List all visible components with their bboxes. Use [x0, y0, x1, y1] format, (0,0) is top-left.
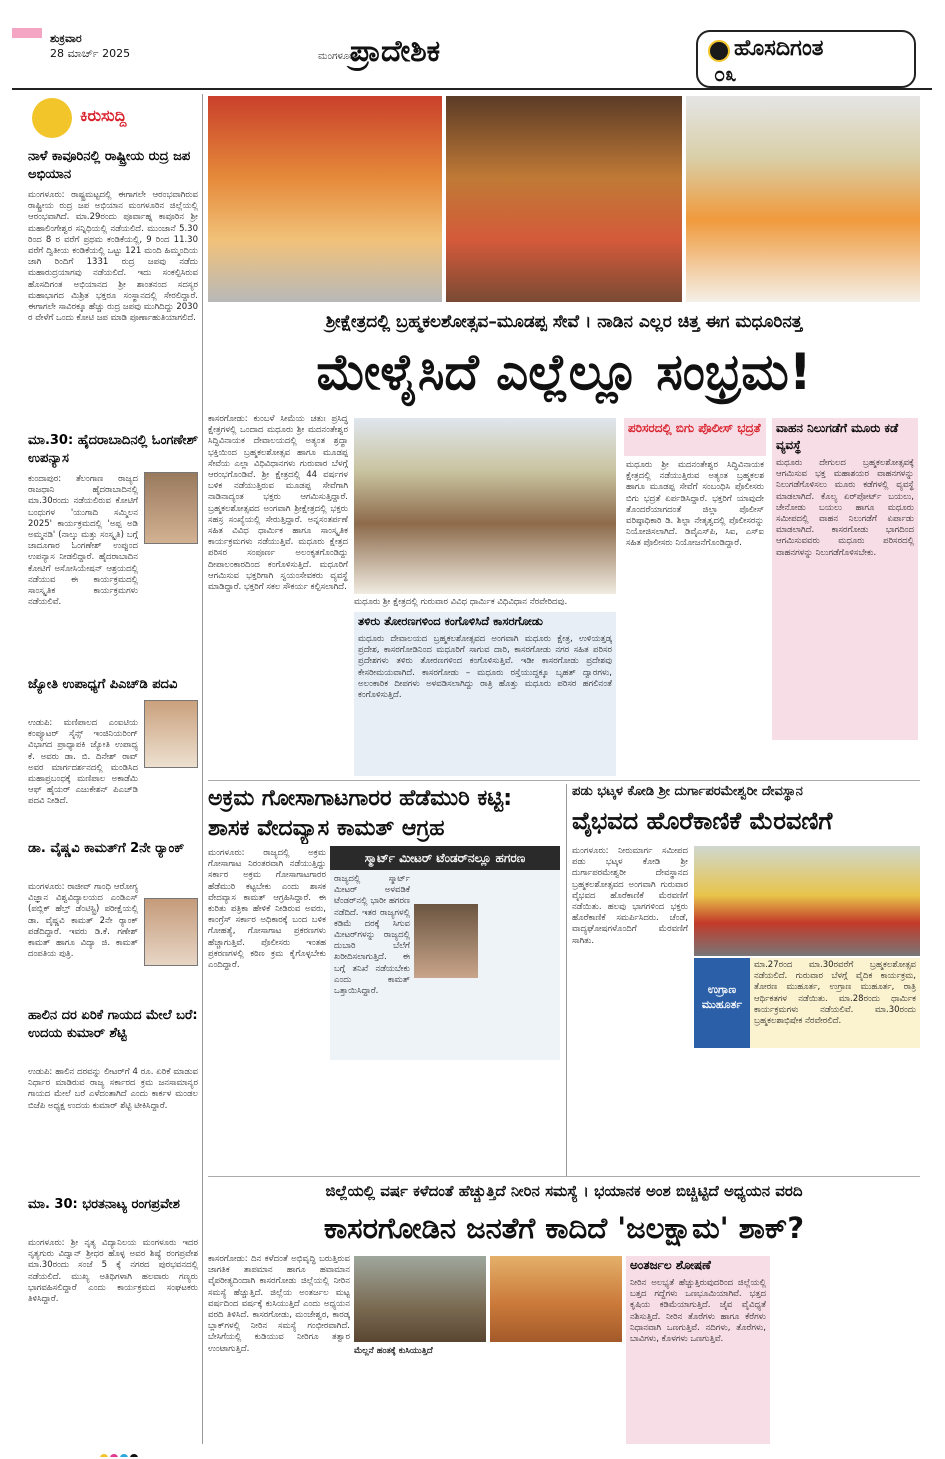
drought-photo-2 [490, 1256, 622, 1342]
lead-bottom-rule [208, 780, 920, 781]
lead-temple-photo [354, 418, 616, 594]
header [0, 0, 945, 90]
lead-kicker: ಶ್ರೀಕ್ಷೇತ್ರದಲ್ಲಿ ಬ್ರಹ್ಮಕಲಶೋತ್ಸವ–ಮೂಡಪ್ಪ ಸೇವೆ । ನಾಡಿನ ಎಲ್ಲರ ಚಿತ್ತ ಈಗ ಮಧೂರಿನತ್ತ [325, 312, 803, 332]
midright-kicker: ಪಡು ಭಟ್ಕಳ ಕೋಡಿ ಶ್ರೀ ದುರ್ಗಾಪರಮೇಶ್ವರೀ ದೇವಸ್ಥಾನ [572, 784, 803, 799]
color-strip [12, 28, 42, 38]
kiru-title-1: ನಾಳೆ ಕಾವೂರಿನಲ್ಲಿ ರಾಷ್ಟ್ರೀಯ ರುದ್ರ ಜಪ ಅಭಿಯಾನ [28, 149, 191, 182]
smartmeter-box [330, 846, 560, 1060]
hand-icon [32, 98, 72, 138]
kiru-title-4: ಡಾ. ವೈಷ್ಣವಿ ಕಾಮತ್‌ಗೆ 2ನೇ ರ‍್ಯಾಂಕ್ [28, 841, 185, 856]
parking-title: ವಾಹನ ನಿಲುಗಡೆಗೆ ಮೂರು ಕಡೆ ವ್ಯವಸ್ಥೆ [776, 421, 899, 452]
header-date: 28 ಮಾರ್ಚ್ 2025 [50, 47, 131, 60]
paper-logo [696, 30, 916, 88]
lead-headline: ಮೇಳೈಸಿದೆ ಎಲ್ಲೆಲ್ಲೂ ಸಂಭ್ರಮ! [316, 343, 812, 401]
kiru-title-6: ಮಾ. 30: ಭರತನಾಟ್ಯ ರಂಗಪ್ರವೇಶ [28, 1197, 180, 1212]
police-box [624, 418, 766, 778]
parking-body: ಮಧೂರು ದೇಗುಲದ ಬ್ರಹ್ಮಕಲಶೋತ್ಸವಕ್ಕೆ ಆಗಮಿಸುವ ಭಕ್ತ ಮಹಾಶಯರ ವಾಹನಗಳನ್ನು ನಿಲುಗಡೆಗೊಳಿಸಲು ಮೂರು ಕಡೆಗಳಲ್ಲಿ ವ್ಯವಸ್ಥೆ ಮಾಡಲಾಗಿದೆ. ಕೊಲ್ಯ ಏರ್‌ಪೋರ್ಟ್ ಬಯಲು, ಚೇನೋಡು ಬಯಲು ಹಾಗೂ ಮಧೂರು ಸಮೀಪದಲ್ಲಿ ವಾಹನ ನಿಲುಗಡೆಗೆ ಏರ್ಪಾಡು ಮಾಡಲಾಗಿದೆ. ಕಾಸರಗೋಡು ಭಾಗದಿಂದ ಆಗಮಿಸುವವರು ಮಧೂರು ಪರಿಸರದಲ್ಲಿ ವಾಹನಗಳನ್ನು ನಿಲುಗಡೆಗೊಳಿಸಬೇಕು. [776, 458, 914, 558]
ugrana-body: ಮಾ.27ರಂದ ಮಾ.30ರವರೆಗೆ ಬ್ರಹ್ಮಕಲಶೋತ್ಸವ ನಡೆಯಲಿದೆ. ಗುರುವಾರ ಬೆಳಗ್ಗೆ ವೈದಿಕ ಕಾರ್ಯಕ್ರಮ, ತೋರಣ ಮುಹೂರ್ತ, ಉಗ್ರಾಣ ಮುಹೂರ್ತ, ರಾತ್ರಿ ಆರ್ಥಿಕತಗಳ ನಡೆಯಿತು. ಮಾ.28ರಂದು ಧಾರ್ಮಿಕ ಕಾರ್ಯಕ್ರಮಗಳು ನಡೆಯಲಿವೆ. ಮಾ.30ರಂದು ಬ್ರಹ್ಮಕಲಶಾಭಿಷೇಕ ನೆರವೇರಲಿದೆ. [754, 960, 916, 1027]
kiru-body-4: ಮಂಗಳೂರು: ರಾಜೀವ್ ಗಾಂಧಿ ಆರೋಗ್ಯ ವಿಜ್ಞಾನ ವಿಶ್ವವಿದ್ಯಾಲಯದ ಎಂಡಿಎಸ್ (ಪಬ್ಲಿಕ್ ಹೆಲ್ತ್ ಡೆಂಟಿಸ್ಟ್ರಿ) ಪರೀಕ್ಷೆಯಲ್ಲಿ ಡಾ. ವೈಷ್ಣವಿ ಕಾಮತ್ 2ನೇ ರ‍್ಯಾಂಕ್ ಪಡೆದಿದ್ದಾರೆ. ಇವರು ಡಿ.ಕೆ. ಗಣೇಶ್ ಕಾಮತ್ ಹಾಗೂ ವಿದ್ಯಾ ಜಿ. ಕಾಮತ್ ದಂಪತಿಯ ಪುತ್ರಿ. [28, 882, 138, 960]
lead-photos [208, 96, 920, 302]
ugrana-box [694, 958, 920, 1048]
ugrana-title: ಉಗ್ರಾಣ ಮುಹೂರ್ತ [694, 958, 750, 1048]
kiru-body-2: ಕುಂದಾಪುರ: ತೆಲಂಗಾಣ ರಾಜ್ಯದ ರಾಜಧಾನಿ ಹೈದರಾಬಾದಿನಲ್ಲಿ ಮಾ.30ರಂದು ನಡೆಯಲಿರುವ ಕೋಟಿಗೆ ಬಂಧುಗಳ 'ಯುಗಾದಿ ಸಮ್ಮಿಲನ 2025' ಕಾರ್ಯಕ್ರಮದಲ್ಲಿ 'ಅಪ್ಪ ಅಡಿ ಅಮ್ಮನಡಿ' (ನಾಲ್ಕು ಮತ್ತು ಸಂಸ್ಕೃತಿ) ಬಗ್ಗೆ ಜಾದೂಗಾರ ಓಂಗಣೇಶ್ ಉಪ್ಪುಂದ ಉಪನ್ಯಾಸ ನೀಡಲಿದ್ದಾರೆ. ಹೈದರಾಬಾದಿನ ಕೋಟಿಗೆ ಅಸೋಸಿಯೇಷನ್ ಆಶ್ರಯದಲ್ಲಿ ನಡೆಯುವ ಈ ಕಾರ್ಯಕ್ರಮದಲ್ಲಿ ಸಾಂಸ್ಕೃತಿಕ ಕಾರ್ಯಕ್ರಮಗಳು ನಡೆಯಲಿವೆ. [28, 474, 138, 608]
midright-headline: ವೈಭವದ ಹೊರೆಕಾಣಿಕೆ ಮೆರವಣಿಗೆ [572, 807, 833, 835]
kiru-photo-4 [144, 898, 198, 966]
bottom-kicker: ಜಿಲ್ಲೆಯಲ್ಲಿ ವರ್ಷ ಕಳೆದಂತೆ ಹೆಚ್ಚುತ್ತಿದೆ ನೀರಿನ ಸಮಸ್ಯೆ । ಭಯಾನಕ ಅಂಶ ಬಿಚ್ಚಿಟ್ಟಿದೆ ಅಧ್ಯಯನ ವರದಿ [325, 1182, 803, 1200]
kiru-body-5: ಉಡುಪಿ: ಹಾಲಿನ ದರವನ್ನು ಲೀಟರ್‌ಗೆ 4 ರೂ. ಏರಿಕೆ ಮಾಡುವ ನಿರ್ಧಾರ ಮಾಡಿರುವ ರಾಜ್ಯ ಸರ್ಕಾರದ ಕ್ರಮ ಜನಸಾಮಾನ್ಯರ ಗಾಯದ ಮೇಲೆ ಬರೆ ಎಳೆದಂತಾಗಿದೆ ಎಂದು ಕಾರ್ಕಳ ಮಂಡಲ ಬಿಜೆಪಿ ಅಧ್ಯಕ್ಷ ಉದಯ ಕುಮಾರ್ ಶೆಟ್ಟಿ ಟೀಕಿಸಿದ್ದಾರೆ. [28, 1067, 198, 1111]
bottom-body: ಕಾಸರಗೋಡು: ದಿನ ಕಳೆದಂತೆ ಅಭಿವೃದ್ಧಿ ಬರುತ್ತಿರುವ ಜಾಗತಿಕ ತಾಪಮಾನ ಹಾಗೂ ಹವಾಮಾನ ವೈಪರೀತ್ಯದಿಂದಾಗಿ ಕಾಸರಗೋಡು ಜಿಲ್ಲೆಯಲ್ಲಿ ನೀರಿನ ಸಮಸ್ಯೆ ಹೆಚ್ಚುತ್ತಿದೆ. ಜಿಲ್ಲೆಯ ಅಂತರ್ಜಲ ಮಟ್ಟ ವರ್ಷದಿಂದ ವರ್ಷಕ್ಕೆ ಕುಸಿಯುತ್ತಿದೆ ಎಂದು ಅಧ್ಯಯನ ವರದಿ ತಿಳಿಸಿದೆ. ಕಾಸರಗೋಡು, ಮಂಜೇಶ್ವರ, ಕಾರಡ್ಕ ಬ್ಲಾಕ್‌ಗಳಲ್ಲಿ ನೀರಿನ ಸಮಸ್ಯೆ ಗಂಭೀರವಾಗಿದೆ. ಬೇಸಿಗೆಯಲ್ಲಿ ಕುಡಿಯುವ ನೀರಿಗೂ ತತ್ವಾರ ಉಂಟಾಗುತ್ತಿದೆ. [208, 1254, 350, 1354]
kiru-photo-2 [144, 472, 198, 544]
smartmeter-photo [414, 904, 478, 978]
midleft-divider [566, 784, 567, 1176]
lead-photo-2 [446, 96, 682, 302]
kirusuddi-header [28, 96, 198, 140]
kiru-body-3: ಉಡುಪಿ: ಮಣಿಪಾಲದ ಎಂಐಟಿಯ ಕಂಪ್ಯೂಟರ್ ಸೈನ್ಸ್ ಇಂಜಿನಿಯರಿಂಗ್ ವಿಭಾಗದ ಪ್ರಾಧ್ಯಾಪಕಿ ಜ್ಯೋತಿ ಉಪಾಧ್ಯ ಕೆ. ಅವರು ಡಾ. ಬಿ. ದಿನೇಶ್ ರಾವ್ ಅವರ ಮಾರ್ಗದರ್ಶನದಲ್ಲಿ ಮಂಡಿಸಿದ ಮಹಾಪ್ರಬಂಧಕ್ಕೆ ಮಣಿಪಾಲ ಅಕಾಡೆಮಿ ಆಫ್ ಹೈಯರ್ ಎಜುಕೇಶನ್ ಪಿಎಚ್‌ಡಿ ಪದವಿ ನೀಡಿದೆ. [28, 718, 138, 807]
sub-box [354, 612, 616, 776]
parking-box [772, 418, 918, 740]
midright-truck-photo [694, 846, 920, 956]
sub-box-title: ತಳಿರು ತೋರಣಗಳಿಂದ ಕಂಗೊಳಿಸಿದೆ ಕಾಸರಗೋಡು [358, 614, 543, 628]
groundwater-box [626, 1256, 770, 1444]
kiru-photo-3 [144, 700, 198, 768]
lead-photo-caption: ಮಧೂರು ಶ್ರೀ ಕ್ಷೇತ್ರದಲ್ಲಿ ಗುರುವಾರ ವಿವಿಧ ಧಾರ್ಮಿಕ ವಿಧಿವಿಧಾನ ನೆರವೇರಿದವು. [354, 597, 568, 607]
mid-bottom-rule [208, 1176, 920, 1177]
sub-box-body: ಮಧೂರು ದೇವಾಲಯದ ಬ್ರಹ್ಮಕಲಶೋತ್ಸವದ ಅಂಗವಾಗಿ ಮಧೂರು ಕ್ಷೇತ್ರ, ಉಳಿಯತ್ತಡ್ಕ ಪ್ರದೇಶ, ಕಾಸರಗೋಡಿನಿಂದ ಮಧೂರಿಗೆ ಸಾಗುವ ದಾರಿ, ಕಾಸರಗೋಡು ನಗರ ಸಹಿತ ಪರಿಸರ ಪ್ರದೇಶಗಳು ತಳಿರು ತೋರಣಗಳಿಂದ ಕಂಗೊಳಿಸುತ್ತಿವೆ. ಇಡೀ ಕಾಸರಗೋಡು ಪ್ರದೇಶವು ಕೇಸರೀಮಯವಾಗಿದೆ. ಕಾಸರಗೋಡು – ಮಧೂರು ರಸ್ತೆಯುದ್ದಕ್ಕೂ ಬೃಹತ್ ದ್ವಾರಗಳು, ಅಲಂಕಾರಿಕ ದೀಪಗಳು ಅಳವಡಿಸಲಾಗಿದ್ದು ರಾತ್ರಿ ಹೊತ್ತು ಮಧೂರು ಪರಿಸರ ಹಗಲಿನಂತೆ ಕಂಗೊಳಿಸುತ್ತಿದೆ. [358, 634, 612, 701]
police-title: ಪರಿಸರದಲ್ಲಿ ಬಿಗು ಪೊಲೀಸ್ ಭದ್ರತೆ [628, 421, 761, 435]
bottom-subhead: ಮೆಲ್ಲನೆ ಹಂತಕ್ಕೆ ಕುಸಿಯುತ್ತಿದೆ [354, 1346, 433, 1356]
drought-photo-1 [354, 1256, 486, 1342]
kiru-body-6: ಮಂಗಳೂರು: ಶ್ರೀ ನೃತ್ಯ ವಿದ್ಯಾನಿಲಯ ಮಂಗಳೂರು ಇದರ ನೃತ್ಯಗುರು ವಿದ್ವಾನ್ ಶ್ರೀಧರ ಹೊಳ್ಳ ಅವರ ಶಿಷ್ಯೆ ರಂಗಪ್ರವೇಶ ಮಾ.30ರಂದು ಸಂಜೆ 5 ಕ್ಕೆ ನಗರದ ಪುರಭವನದಲ್ಲಿ ನಡೆಯಲಿದೆ. ಮುಖ್ಯ ಅತಿಥಿಗಳಾಗಿ ಹಲವಾರು ಗಣ್ಯರು ಭಾಗವಹಿಸಲಿದ್ದಾರೆ ಎಂದು ಕಾರ್ಯಕ್ರಮದ ಸಂಘಟಕರು ತಿಳಿಸಿದ್ದಾರೆ. [28, 1238, 198, 1305]
kiru-title-5: ಹಾಲಿನ ದರ ಏರಿಕೆ ಗಾಯದ ಮೇಲೆ ಬರೆ: ಉದಯ ಕುಮಾರ್ ಶೆಟ್ಟಿ [28, 1008, 198, 1041]
paper-name: ಹೊಸದಿಗಂತ [734, 36, 824, 61]
section-title: ಪ್ರಾದೇಶಿಕ [349, 34, 441, 69]
kirusuddi-label: ಕಿರುಸುದ್ದಿ [80, 106, 127, 125]
smartmeter-title: ಸ್ಮಾರ್ಟ್ ಮೀಟರ್ ಟೆಂಡರ್‌ನಲ್ಲೂ ಹಗರಣ [330, 846, 560, 870]
registration-marks [100, 1447, 920, 1457]
kiru-title-3: ಜ್ಯೋತಿ ಉಪಾಧ್ಯಗೆ ಪಿಎಚ್‌ಡಿ ಪದವಿ [28, 677, 178, 692]
groundwater-body: ನೀರಿನ ಅಲಭ್ಯತೆ ಹೆಚ್ಚುತ್ತಿರುವುದರಿಂದ ಜಿಲ್ಲೆಯಲ್ಲಿ ಬತ್ತದ ಗದ್ದೆಗಳು ಒಣಭೂಮಿಯಾಗಿವೆ. ಭತ್ತದ ಕೃಷಿಯ ಕಡಿಮೆಯಾಗುತ್ತಿದೆ. ಜೈವ ವೈವಿಧ್ಯತೆ ನಶಿಸುತ್ತಿದೆ. ನೀರಿನ ತೊರೆಗಳು ಹಾಗೂ ಕೆರೆಗಳು ನಿಧಾನವಾಗಿ ಒಣಗುತ್ತಿವೆ. ನದಿಗಳು, ತೊರೆಗಳು, ಬಾವಿಗಳು, ಕೊಳಗಳು ಒಣಗುತ್ತಿವೆ. [630, 1278, 766, 1345]
groundwater-title: ಅಂತರ್ಜಲ ಶೋಷಣೆ [630, 1258, 711, 1272]
midleft-headline: ಅಕ್ರಮ ಗೋಸಾಗಾಟಗಾರರ ಹೆಡೆಮುರಿ ಕಟ್ಟಿ: ಶಾಸಕ ವೇದವ್ಯಾಸ ಕಾಮತ್ ಆಗ್ರಹ [208, 786, 513, 841]
kiru-body-1: ಮಂಗಳೂರು: ರಾಷ್ಟ್ರಮಟ್ಟದಲ್ಲಿ ಈಗಾಗಲೇ ಆರಂಭವಾಗಿರುವ ರಾಷ್ಟ್ರೀಯ ರುದ್ರ ಜಪ ಅಭಿಯಾನ ಮಂಗಳೂರಿನ ಜಿಲ್ಲೆಯಲ್ಲಿ ಆರಂಭವಾಗಿದೆ. ಮಾ.29ರಂದು ಪೂರ್ವಾಹ್ನ ಕಾವೂರಿನ ಶ್ರೀ ಮಹಾಲಿಂಗೇಶ್ವರ ಸನ್ನಿಧಿಯಲ್ಲಿ ನಡೆಯಲಿದೆ. ಮುಂಜಾನೆ 5.30 ರಿಂದ 8 ರ ವರೆಗೆ ಪ್ರಥಮ ಕಂಡಿಕೆಯಲ್ಲಿ, 9 ರಿಂದ 11.30 ವರೆಗೆ ದ್ವಿತೀಯ ಕಂಡಿಕೆಯಲ್ಲಿ ಒಟ್ಟು 121 ಮಂದಿ ಹಿಮ್ಮಂದಿಯ ಜಾಗಿ ರಿಂದಿಗೆ 1331 ರುದ್ರ ಜಪವು ನಡೆದು ಮಹಾರುದ್ರಯಾಗವು ನಡೆಯಲಿದೆ. ಇದು ಸಂಕಲ್ಪಿಸಿರುವ ಹೊಸದಿಗಂತ ಅಭಿಯಾನದ ಶ್ರೀ ಶಾಂತನಂದ ಸದಸ್ಯರ ಮಹಾಭಾಗದ ಮಿಶ್ರಿತ ಭಕ್ತರೂ ಸಂಸ್ಥಾನದಲ್ಲಿ ಸೇರಲಿದ್ದಾರೆ. ಈಗಾಗಲೇ ಸಾವಿರಕ್ಕೂ ಹೆಚ್ಚು ರುದ್ರ ಜಪವು ಮುಗಿದಿದ್ದು 2030 ರ ವೇಳೆಗೆ ಒಂದು ಕೋಟಿ ಜಪ ಮಾಡಿ ಪೂರ್ಣಾಹುತಿಯಾಗಲಿದೆ. [28, 190, 198, 324]
page-number: ೦೩ [714, 62, 737, 86]
kirusuddi-column [28, 92, 198, 1447]
kiru-title-2: ಮಾ.30: ಹೈದರಾಬಾದಿನಲ್ಲಿ ಓಂಗಣೇಶ್ ಉಪನ್ಯಾಸ [28, 433, 198, 466]
midright-body: ಮಂಗಳೂರು: ನೀರುಮಾರ್ಗ ಸಮೀಪದ ಪಡು ಭಟ್ಕಳ ಕೋಡಿ ಶ್ರೀ ದುರ್ಗಾಪರಮೇಶ್ವರೀ ದೇವಸ್ಥಾನದ ಬ್ರಹ್ಮಕಲಶೋತ್ಸವದ ಅಂಗವಾಗಿ ಗುರುವಾರ ವೈಭವದ ಹೊರೆಕಾಣಿಕೆ ಮೆರವಣಿಗೆ ನಡೆಯಿತು. ಹಲವು ಭಾಗಗಳಿಂದ ಭಕ್ತರು ಹೊರೆಕಾಣಿಕೆ ಸಮರ್ಪಿಸಿದರು. ಚೆಂಡೆ, ವಾದ್ಯಘೋಷಗಳೊಂದಿಗೆ ಮೆರವಣಿಗೆ ಸಾಗಿತು. [572, 846, 688, 946]
lead-photo-1 [208, 96, 442, 302]
lead-photo-3 [686, 96, 920, 302]
header-rule [12, 88, 932, 90]
logo-emblem-icon [708, 40, 730, 62]
bottom-headline: ಕಾಸರಗೋಡಿನ ಜನತೆಗೆ ಕಾದಿದೆ 'ಜಲಕ್ಷಾಮ' ಶಾಕ್? [323, 1211, 805, 1245]
left-column-divider [202, 94, 203, 1444]
smartmeter-body: ರಾಜ್ಯದಲ್ಲಿ ಸ್ಮಾರ್ಟ್ ಮೀಟರ್ ಅಳವಡಿಕೆ ಟೆಂಡರ್‌ನಲ್ಲಿ ಭಾರೀ ಹಗರಣ ನಡೆದಿದೆ. ಇತರ ರಾಜ್ಯಗಳಲ್ಲಿ ಕಡಿಮೆ ದರಕ್ಕೆ ಸಿಗುವ ಮೀಟರ್‌ಗಳನ್ನು ರಾಜ್ಯದಲ್ಲಿ ದುಬಾರಿ ಬೆಲೆಗೆ ಖರೀದಿಸಲಾಗುತ್ತಿದೆ. ಈ ಬಗ್ಗೆ ತನಿಖೆ ನಡೆಯಬೇಕು ಎಂದು ಕಾಮತ್ ಒತ್ತಾಯಿಸಿದ್ದಾರೆ. [334, 874, 410, 997]
midleft-body: ಮಂಗಳೂರು: ರಾಜ್ಯದಲ್ಲಿ ಅಕ್ರಮ ಗೋಸಾಗಾಟ ನಿರಂತರವಾಗಿ ನಡೆಯುತ್ತಿದ್ದು ಸರ್ಕಾರ ಅಕ್ರಮ ಗೋಸಾಗಾಟಗಾರರ ಹೆಡೆಮುರಿ ಕಟ್ಟಬೇಕು ಎಂದು ಶಾಸಕ ವೇದವ್ಯಾಸ ಕಾಮತ್ ಆಗ್ರಹಿಸಿದ್ದಾರೆ. ಈ ಕುರಿತು ಪತ್ರಿಕಾ ಹೇಳಿಕೆ ನೀಡಿರುವ ಅವರು, ಕಾಂಗ್ರೆಸ್ ಸರ್ಕಾರ ಅಧಿಕಾರಕ್ಕೆ ಬಂದ ಬಳಿಕ ಗೋಹತ್ಯೆ, ಗೋಸಾಗಾಟ ಪ್ರಕರಣಗಳು ಹೆಚ್ಚಾಗುತ್ತಿವೆ. ಪೊಲೀಸರು ಇಂತಹ ಪ್ರಕರಣಗಳಲ್ಲಿ ಕಠಿಣ ಕ್ರಮ ಕೈಗೊಳ್ಳಬೇಕು ಎಂದಿದ್ದಾರೆ. [208, 848, 326, 971]
lead-body: ಕಾಸರಗೋಡು: ಕುಂಬಳೆ ಸೀಮೆಯ ಚತುಃ ಪ್ರಸಿದ್ಧ ಕ್ಷೇತ್ರಗಳಲ್ಲಿ ಒಂದಾದ ಮಧೂರು ಶ್ರೀ ಮದನಂತೇಶ್ವರ ಸಿದ್ಧಿವಿನಾಯಕ ದೇವಾಲಯದಲ್ಲಿ ಅತ್ಯಂತ ಶ್ರದ್ಧಾ ಭಕ್ತಿಯಿಂದ ಬ್ರಹ್ಮಕಲಶೋತ್ಸವ ಹಾಗೂ ಮೂಡಪ್ಪ ಸೇವೆಯ ಎಲ್ಲಾ ವಿಧಿವಿಧಾನಗಳು ಗುರುವಾರ ಬೆಳಗ್ಗೆ ಆರಂಭಗೊಂಡಿವೆ. ಶ್ರೀ ಕ್ಷೇತ್ರದಲ್ಲಿ 44 ವರ್ಷಗಳ ಬಳಿಕ ನಡೆಯುತ್ತಿರುವ ಮೂಡಪ್ಪ ಸೇವೆಗಾಗಿ ನಾಡಿನಾದ್ಯಂತ ಭಕ್ತರು ಆಗಮಿಸುತ್ತಿದ್ದಾರೆ. ಬ್ರಹ್ಮಕಲಶೋತ್ಸವದ ಅಂಗವಾಗಿ ಶ್ರೀಕ್ಷೇತ್ರದಲ್ಲಿ ಭಕ್ತರು ಸಹಸ್ರ ಸಂಖ್ಯೆಯಲ್ಲಿ ಸೇರುತ್ತಿದ್ದಾರೆ. ಅನ್ನಸಂತರ್ಪಣೆ ಸಹಿತ ವಿವಿಧ ಧಾರ್ಮಿಕ ಹಾಗೂ ಸಾಂಸ್ಕೃತಿಕ ಕಾರ್ಯಕ್ರಮಗಳು ನಡೆಯುತ್ತಿವೆ. ಮಧೂರು ಕ್ಷೇತ್ರದ ಪರಿಸರ ಸಂಪೂರ್ಣ ಅಲಂಕೃತಗೊಂಡಿದ್ದು ದೀಪಾಲಂಕಾರದಿಂದ ಕಂಗೊಳಿಸುತ್ತಿದೆ. ಮಧೂರಿಗೆ ಆಗಮಿಸುವ ಭಕ್ತರಿಗಾಗಿ ಸ್ವಯಂಸೇವಕರು ವ್ಯವಸ್ಥೆ ಮಾಡಿದ್ದಾರೆ. ಭಕ್ತರಿಗೆ ಸಕಲ ಸೌಕರ್ಯ ಕಲ್ಪಿಸಲಾಗಿದೆ. [208, 414, 348, 593]
police-body: ಮಧೂರು ಶ್ರೀ ಮದನಂತೇಶ್ವರ ಸಿದ್ಧಿವಿನಾಯಕ ಕ್ಷೇತ್ರದಲ್ಲಿ ನಡೆಯುತ್ತಿರುವ ಅತ್ಯಂತ ಬ್ರಹ್ಮಕಲಶ ಹಾಗೂ ಮೂಡಪ್ಪ ಸೇವೆಗೆ ಸಂಬಂಧಿಸಿ ಪೊಲೀಸರು ಬಿಗು ಭದ್ರತೆ ಏರ್ಪಡಿಸಿದ್ದಾರೆ. ಭಕ್ತರಿಗೆ ಯಾವುದೇ ತೊಂದರೆಯಾಗದಂತೆ ಜಿಲ್ಲಾ ಪೊಲೀಸ್ ವರಿಷ್ಠಾಧಿಕಾರಿ ಡಿ. ಶಿಲ್ಪಾ ನೇತೃತ್ವದಲ್ಲಿ ಪೊಲೀಸರನ್ನು ನಿಯೋಜಿಸಲಾಗಿದೆ. ಡಿವೈಎಸ್‌ಪಿ, ಸಿಐ, ಎಸ್‌ಐ ಸಹಿತ ಪೊಲೀಸರು ನಿಯೋಜನೆಗೊಂಡಿದ್ದಾರೆ. [626, 460, 764, 549]
header-day: ಶುಕ್ರವಾರ [50, 32, 82, 45]
header-city: ಮಂಗಳೂರು [318, 51, 358, 62]
